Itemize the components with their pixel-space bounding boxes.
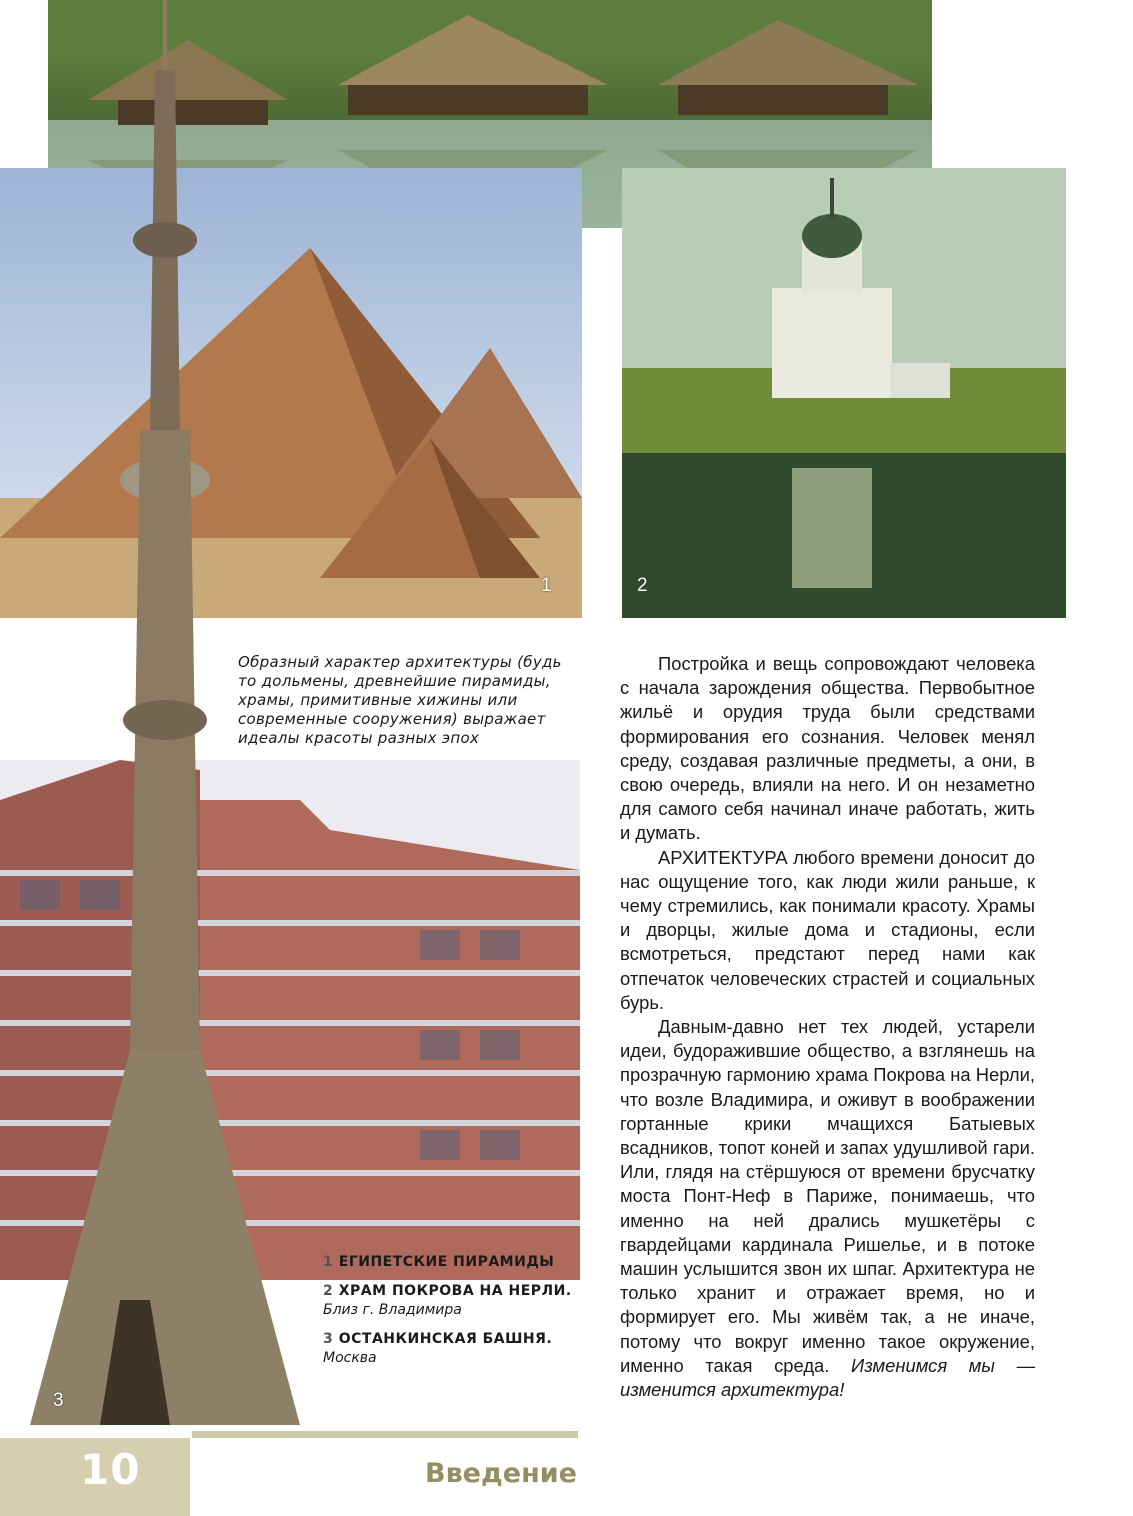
main-text: [620, 652, 1035, 1402]
paragraph: [620, 1015, 1035, 1402]
church-photo-number: 2: [637, 575, 648, 596]
photo-legend: [323, 1253, 583, 1378]
legend-number: 3: [323, 1331, 333, 1347]
legend-number: 2: [323, 1283, 333, 1299]
pyramids-photo-number: 1: [541, 575, 552, 596]
paragraph-text: Давным-давно нет тех людей, устарели идеи, будоражившие общество, а взглянешь на прозрачную гармонию храма Покрова на Нерли, что возле Владимира, и оживут в воображении гортанные крики мчащихся Батыевых всадников, топот коней и запах удушливой гари. Или, глядя на стёршуюся от времени брусчатку моста Понт-Неф в Париже, понимаешь, что именно на ней дрались мушкетёры с гвардейцами кардинала Ришелье, и в потоке машин услышится звон их шпаг. Архитектура не только хранит и отражает время, но и формирует его. Мы живём так, а не иначе, потому что вокруг именно такое окружение, именно такая среда.: [620, 1016, 1035, 1376]
photo-caption: Образный характер архитектуры (будь то дольмены, древнейшие пирамиды, храмы, примитивные хижины или современные сооружения) выражает идеалы красоты разных эпох: [238, 653, 562, 747]
page-number: 10: [80, 1445, 141, 1494]
paragraph: Постройка и вещь сопровождают человека с начала зарождения общества. Первобытное жильё и орудия труда были средствами формирования его сознания. Человек менял среду, создавая различные предметы, а они, в свою очередь, влияли на него. И он незаметно для самого себя начинал иначе работать, жить и думать.: [620, 653, 1035, 844]
legend-title: ЕГИПЕТСКИЕ ПИРАМИДЫ: [338, 1254, 555, 1270]
church-photo: [622, 168, 1066, 618]
paragraph: АРХИТЕКТУРА любого времени доносит до нас ощущение того, как люди жили раньше, к чему стремились, как понимали красоту. Храмы и дворцы, жилые дома и стадионы, если всмотреться, предстают перед нами как отпечаток человеческих страстей и социальных бурь.: [620, 846, 1035, 1013]
footer-rule: [192, 1431, 578, 1438]
legend-item: [323, 1282, 583, 1320]
legend-number: 1: [323, 1254, 333, 1270]
legend-title: ХРАМ ПОКРОВА НА НЕРЛИ.: [338, 1283, 572, 1299]
tower-photo-number: 3: [53, 1390, 64, 1411]
closing-phrase: Изменимся мы — изменится архитектура!: [620, 1354, 1035, 1401]
legend-item: [323, 1330, 583, 1368]
legend-title: ОСТАНКИНСКАЯ БАШНЯ.: [338, 1331, 553, 1347]
legend-subtitle: Москва: [323, 1350, 377, 1366]
legend-item: [323, 1253, 583, 1272]
section-title: Введение: [425, 1458, 577, 1489]
legend-subtitle: Близ г. Владимира: [323, 1302, 462, 1318]
